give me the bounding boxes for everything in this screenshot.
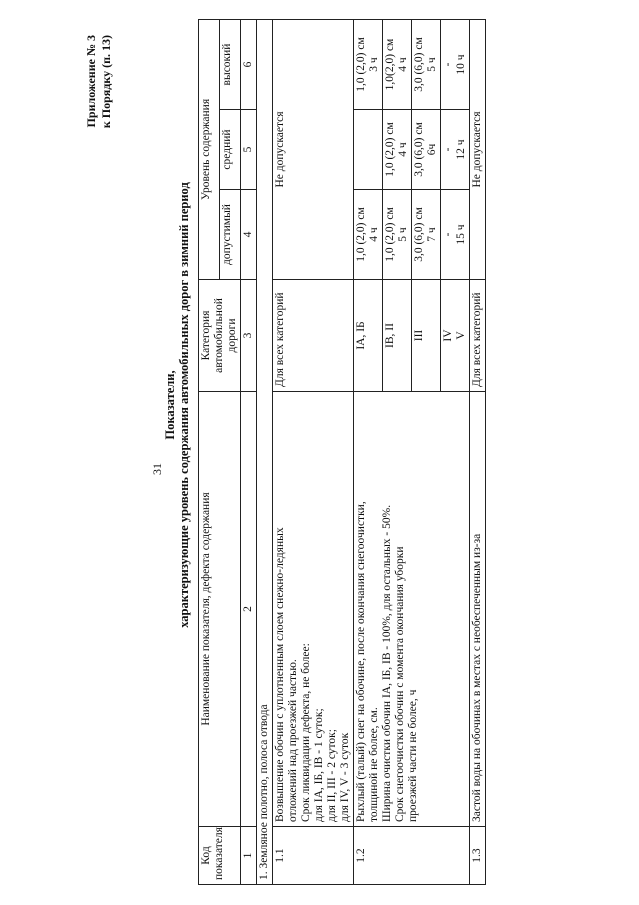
row-category: Для всех категорий [470,280,486,392]
column-number: 3 [241,280,257,392]
value-v: 10 ч [455,54,467,75]
header-code: Код показателя [199,827,241,885]
page-number: 31 [150,463,164,475]
row-code: 1.1 [273,827,354,885]
subrow-category [441,280,470,392]
subrow-medium [412,110,441,190]
header-high: высокий [220,20,241,110]
subrow-acceptable [412,190,441,280]
value-v: 12 ч [455,139,467,160]
row-name [273,392,354,827]
table-row-1-2 [354,20,383,885]
header-name: Наименование показателя, дефекта содержания [199,392,241,827]
value-text: 3,0 (6,0) см [413,37,425,92]
table-row-1-3 [470,20,486,885]
subrow-medium [383,110,412,190]
value-time: 4 ч [368,227,380,242]
value-text: 3,0 (6,0) см [413,122,425,177]
value-time: 3 ч [368,57,380,72]
appendix-line-2: к Порядку (п. 13) [99,35,113,129]
value-iv: - [442,232,454,237]
name-line: Рыхлый (талый) снег на обочине, после окончания снегоочистки, [355,501,367,822]
subrow-high [441,20,470,110]
table-row-1-1 [273,20,354,885]
name-line: проезжей части не более, ч [407,689,419,822]
column-number: 1 [241,827,257,885]
row-code: 1.2 [354,827,470,885]
name-line: толщиной не более, см. [368,707,380,822]
column-number: 6 [241,20,257,110]
value-text: 3,0 (6,0) см [413,207,425,262]
title-line-2: характеризующие уровень содержания автомобильных дорог в зимний период [177,182,191,628]
value-time: 7 ч [426,227,438,242]
column-number: 2 [241,392,257,827]
value-v: 15 ч [455,224,467,245]
value-text: 1,0 (2,0) см [384,207,396,262]
value-iv: - [442,147,454,152]
subrow-category: IА, IБ [354,280,383,392]
subrow-high [383,20,412,110]
appendix-note [84,35,114,225]
row-levels: Не допускается [470,20,486,280]
column-number: 4 [241,190,257,280]
subrow-high [354,20,383,110]
category-iv: IV [442,329,454,342]
section-row [257,20,273,885]
row-category: Для всех категорий [273,280,354,392]
subrow-medium [441,110,470,190]
value-text: 1,0 (2,0) см [384,122,396,177]
name-line: Срок снегоочистки обочин с момента окончания уборки [394,546,406,822]
name-line: Ширина очистки обочин IА, IБ, IВ - 100%, для остальных - 50%. [381,504,393,822]
value-time: 5 ч [426,57,438,72]
value-iv: - [442,62,454,67]
name-line: для IV, V - 3 суток [339,732,351,822]
appendix-line-1: Приложение № 3 [84,35,98,128]
value-text: 1,0(2,0) см [384,38,396,91]
header-level: Уровень содержания [199,20,220,280]
name-line: для II, III - 2 суток; [326,729,338,822]
subrow-acceptable [383,190,412,280]
name-line: отложений над проезжей частью. [287,659,299,822]
subrow-high [412,20,441,110]
row-levels: Не допускается [273,20,354,280]
name-line: для IА, IБ, IВ - 1 суток; [313,708,325,822]
row-name: Застой воды на обочинах в местах с необеспеченным из-за [470,392,486,827]
document-title [163,5,191,805]
subrow-category: III [412,280,441,392]
header-category: Категория автомобильной дороги [199,280,241,392]
header-row-1 [199,20,220,885]
value-time: 4 ч [397,57,409,72]
row-code: 1.3 [470,827,486,885]
subrow-acceptable [441,190,470,280]
indicators-table [198,19,486,885]
value-time: 6ч [426,143,438,156]
subrow-category: IВ, II [383,280,412,392]
title-line-1: Показатели, [163,370,177,440]
value-text: 1,0 (2,0) см [355,37,367,92]
subrow-medium [354,110,383,190]
column-number: 5 [241,110,257,190]
header-acceptable: допустимый [220,190,241,280]
name-line: Срок ликвидации дефекта, не более: [300,643,312,822]
value-time: 4 ч [397,142,409,157]
category-v: V [455,331,467,340]
value-time: 5 ч [397,227,409,242]
subrow-acceptable [354,190,383,280]
column-numbers-row [241,20,257,885]
name-line: Возвышение обочин с уплотненным слоем снежно-ледяных [274,527,286,822]
section-title: 1. Земляное полотно, полоса отвода [257,20,273,885]
value-text: 1,0 (2,0) см [355,207,367,262]
row-name [354,392,470,827]
header-medium: средний [220,110,241,190]
